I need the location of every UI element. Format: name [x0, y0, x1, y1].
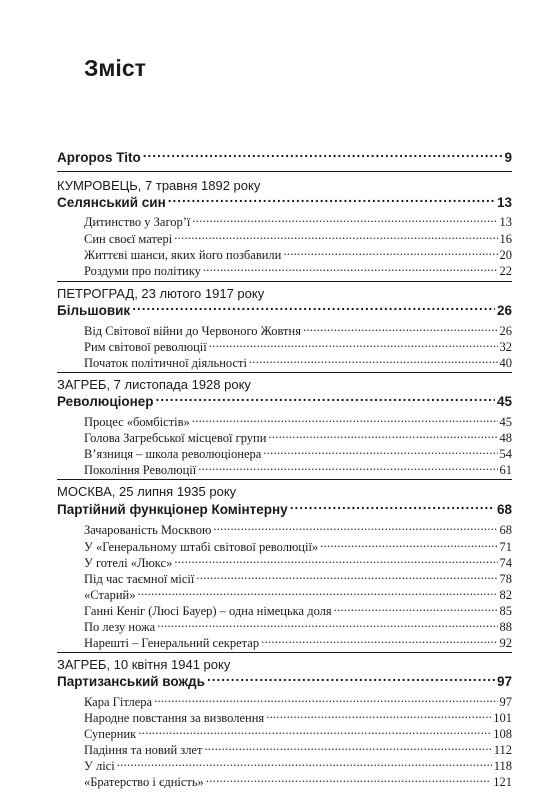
section-title: Від Світової війни до Червоного Жовтня [84, 323, 301, 338]
dot-leader [174, 554, 497, 567]
dot-leader [334, 602, 498, 615]
page-number: 101 [493, 710, 512, 725]
dot-leader [132, 301, 495, 315]
page-number: 97 [499, 694, 512, 709]
page-number: 40 [499, 355, 512, 370]
chapter-title: Партійний функціонер Комінтерну [57, 501, 288, 517]
page-number: 97 [496, 673, 512, 689]
dot-leader [192, 213, 497, 226]
toc-entry-section[interactable] [84, 757, 512, 774]
section-title: В’язниця – школа революціонера [84, 446, 262, 461]
page-number: 32 [499, 339, 512, 354]
dot-leader [283, 246, 497, 259]
toc-entry-section[interactable] [84, 230, 512, 247]
page-number: 61 [499, 462, 512, 477]
dot-leader [168, 193, 495, 207]
page-number: 68 [496, 501, 512, 517]
dot-leader [261, 634, 497, 647]
page-number: 45 [499, 414, 512, 429]
toc-entry-section[interactable] [84, 586, 512, 603]
dot-leader [266, 709, 491, 722]
toc-entry-chapter[interactable] [57, 392, 512, 411]
dot-leader [206, 773, 491, 786]
section-title: Початок політичної діяльності [84, 355, 247, 370]
section-title: Народне повстання за визволення [84, 710, 265, 725]
section-title: Син своєї матері [84, 231, 173, 246]
section-title: Голова Загребської місцевої групи [84, 430, 267, 445]
section-title: «Братерство і єдність» [84, 774, 204, 789]
dot-leader [263, 445, 497, 458]
dot-leader [154, 693, 497, 706]
dot-leader [138, 725, 491, 738]
toc-entry-section[interactable] [84, 461, 512, 478]
toc-entry-section[interactable] [84, 618, 512, 635]
dot-leader [204, 741, 491, 754]
dot-leader [303, 322, 498, 335]
toc-entry-section[interactable] [84, 429, 512, 446]
toc-entry-section[interactable] [84, 634, 512, 651]
page-number: 20 [499, 247, 512, 262]
section-title: У «Генеральному штабі світової революції» [84, 539, 319, 554]
part-place-date: ПЕТРОГРАД, 23 лютого 1917 року [57, 286, 265, 301]
dot-leader [249, 354, 498, 367]
toc-entry-chapter[interactable] [57, 500, 512, 519]
toc-entry-section[interactable] [84, 554, 512, 571]
dot-leader [157, 618, 497, 631]
dot-leader [156, 392, 495, 406]
toc-entry-section[interactable] [84, 725, 512, 742]
section-title: Кара Гітлера [84, 694, 153, 709]
section-title: Нарешті – Генеральний секретар [84, 635, 260, 650]
page-number: 26 [499, 323, 512, 338]
section-title: Процес «бомбістів» [84, 414, 190, 429]
page-number: 92 [499, 635, 512, 650]
dot-leader [203, 262, 498, 275]
toc-entry-section[interactable] [84, 741, 512, 758]
toc-heading: Зміст [84, 55, 146, 81]
page-number: 26 [496, 302, 512, 318]
chapter-title: Apropos Tito [57, 149, 141, 165]
dot-leader [117, 757, 492, 770]
section-title: Зачарованість Москвою [84, 522, 212, 537]
page-number: 16 [499, 231, 512, 246]
chapter-title: Селянський син [57, 194, 166, 210]
toc-entry-section[interactable] [84, 538, 512, 555]
toc-entry-intro[interactable] [57, 148, 512, 167]
toc-entry-section[interactable] [84, 338, 512, 355]
chapter-title: Революціонер [57, 393, 154, 409]
page-number: 74 [499, 555, 512, 570]
page-number: 88 [499, 619, 512, 634]
page-number: 45 [496, 393, 512, 409]
divider [57, 281, 512, 282]
section-title: Суперник [84, 726, 137, 741]
page-number: 118 [493, 758, 512, 773]
dot-leader [192, 413, 498, 426]
section-title: Під час таємної місії [84, 571, 195, 586]
toc-entry-section[interactable] [84, 322, 512, 339]
toc-entry-section[interactable] [84, 773, 512, 790]
page-number: 85 [499, 603, 512, 618]
dot-leader [290, 500, 495, 514]
section-title: Дитинство у Загор’ї [84, 214, 191, 229]
dot-leader [174, 230, 497, 243]
page-number: 78 [499, 571, 512, 586]
page-number: 9 [504, 149, 512, 165]
toc-entry-chapter[interactable] [57, 193, 512, 212]
toc-entry-section[interactable] [84, 693, 512, 710]
part-place-date: ЗАГРЕБ, 7 листопада 1928 року [57, 377, 251, 392]
toc-entry-section[interactable] [84, 262, 512, 279]
dot-leader [196, 570, 497, 583]
divider [57, 652, 512, 653]
section-title: По лезу ножа [84, 619, 156, 634]
dot-leader [209, 338, 498, 351]
toc-entry-section[interactable] [84, 413, 512, 430]
toc-entry-section[interactable] [84, 213, 512, 230]
dot-leader [143, 148, 503, 162]
toc-entry-section[interactable] [84, 521, 512, 538]
page-number: 68 [499, 522, 512, 537]
dot-leader [137, 586, 497, 599]
toc-entry-chapter[interactable] [57, 672, 512, 691]
dot-leader [213, 521, 497, 534]
page-number: 13 [499, 214, 512, 229]
page-number: 13 [496, 194, 512, 210]
toc-entry-section[interactable] [84, 570, 512, 587]
part-place-date: ЗАГРЕБ, 10 квітня 1941 року [57, 657, 231, 672]
toc-entry-section[interactable] [84, 354, 512, 371]
part-place-date: МОСКВА, 25 липня 1935 року [57, 484, 237, 499]
page-number: 121 [493, 774, 512, 789]
chapter-title: Більшовик [57, 302, 131, 318]
dot-leader [320, 538, 497, 551]
section-title: Падіння та новий злет [84, 742, 203, 757]
section-title: Покоління Революції [84, 462, 197, 477]
toc-entry-section[interactable] [84, 602, 512, 619]
section-title: Ганні Кеніг (Люсі Бауер) – одна німецька доля [84, 603, 332, 618]
toc-entry-section[interactable] [84, 709, 512, 726]
page-number: 82 [499, 587, 512, 602]
section-title: Роздуми про політику [84, 263, 201, 278]
section-title: Життєві шанси, яких його позбавили [84, 247, 282, 262]
section-title: Рим світової революції [84, 339, 207, 354]
chapter-title: Партизанський вождь [57, 673, 205, 689]
page-number: 48 [499, 430, 512, 445]
page-number: 71 [499, 539, 512, 554]
section-title: У готелі «Люкс» [84, 555, 173, 570]
toc-entry-section[interactable] [84, 246, 512, 263]
toc-entry-chapter[interactable] [57, 301, 512, 320]
part-place-date: КУМРОВЕЦЬ, 7 травня 1892 року [57, 178, 261, 193]
toc-entry-section[interactable] [84, 445, 512, 462]
section-title: «Старий» [84, 587, 136, 602]
dot-leader [207, 672, 495, 686]
page-number: 108 [493, 726, 512, 741]
dot-leader [268, 429, 497, 442]
section-title: У лісі [84, 758, 115, 773]
divider [57, 372, 512, 373]
dot-leader [198, 461, 497, 474]
page-number: 112 [493, 742, 512, 757]
divider [57, 171, 512, 172]
divider [57, 479, 512, 480]
page-number: 54 [499, 446, 512, 461]
page-number: 22 [499, 263, 512, 278]
